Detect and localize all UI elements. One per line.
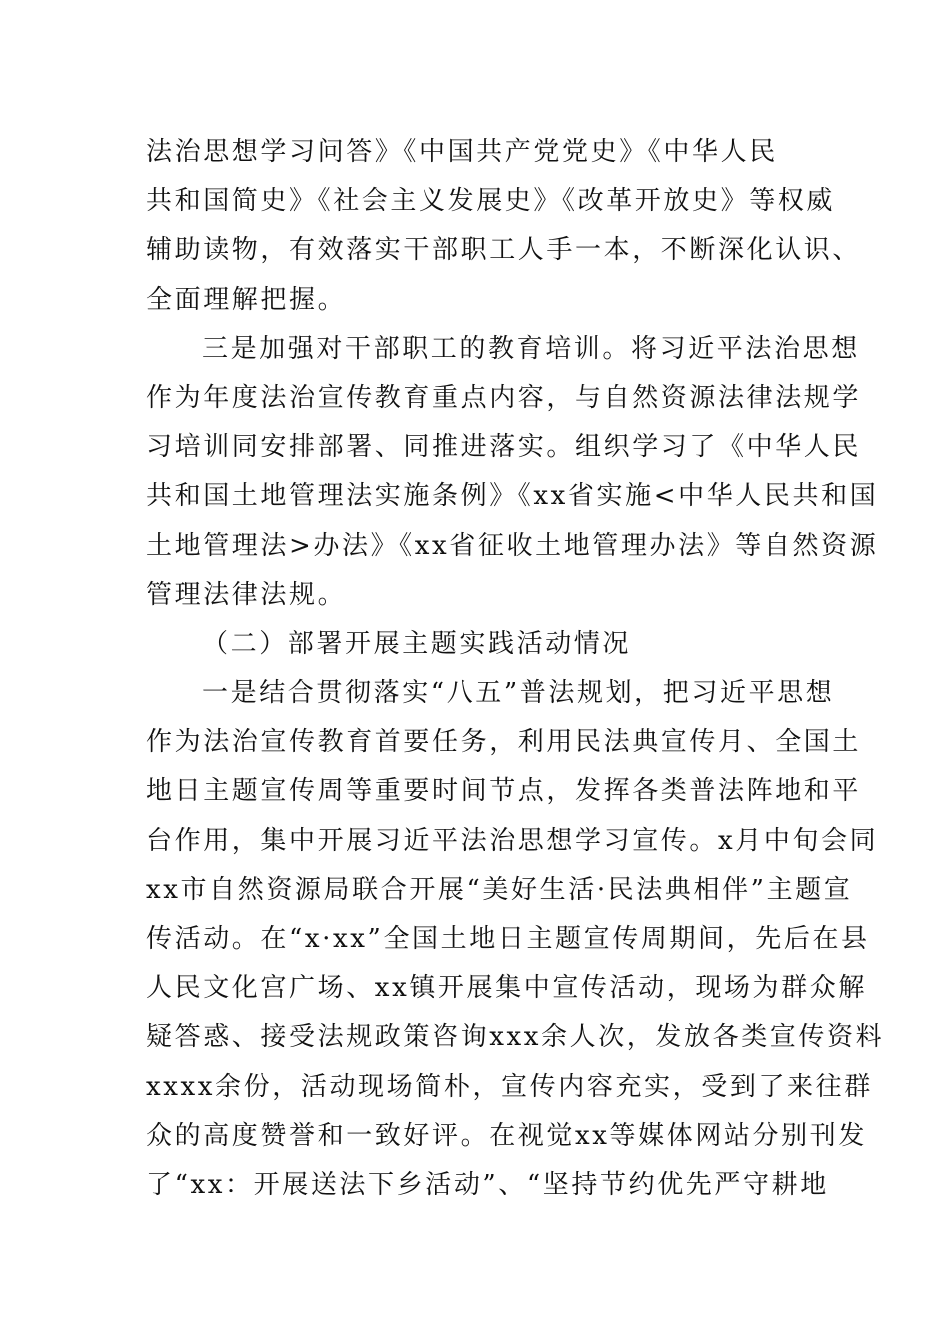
paragraph-start-line: 一是结合贯彻落实“八五”普法规划，把习近平思想 — [202, 678, 835, 709]
text-line: 土地管理法>办法》《xx省征收土地管理办法》等自然资源 — [146, 530, 879, 561]
text-line: 管理法律法规。 — [146, 579, 347, 610]
body-text — [146, 128, 885, 1210]
text-line: 人民文化宫广场、xx镇开展集中宣传活动，现场为群众解 — [146, 973, 867, 1004]
text-line: 法治思想学习问答》《中国共产党党史》《中华人民 — [146, 137, 778, 167]
text-line: xx市自然资源局联合开展“美好生活·民法典相伴”主题宣 — [146, 874, 853, 905]
text-line: 共和国土地管理法实施条例》《xx省实施<中华人民共和国 — [146, 481, 879, 512]
text-line: 作为年度法治宣传教育重点内容，与自然资源法律法规学 — [146, 382, 862, 413]
text-line: 习培训同安排部署、同推进落实。组织学习了《中华人民 — [146, 432, 862, 463]
text-line: 地日主题宣传周等重要时间节点，发挥各类普法阵地和平 — [146, 776, 862, 807]
section-heading: （二）部署开展主题实践活动情况 — [202, 628, 632, 659]
text-line: 作为法治宣传教育首要任务，利用民法典宣传月、全国土 — [146, 727, 862, 758]
text-line: 共和国简史》《社会主义发展史》《改革开放史》等权威 — [146, 186, 836, 217]
text-line: 众的高度赞誉和一致好评。在视觉xx等媒体网站分别刊发 — [146, 1120, 867, 1151]
text-line: 传活动。在“x·xx”全国土地日主题宣传周期间，先后在县 — [146, 924, 870, 954]
text-line: 全面理解把握。 — [146, 284, 347, 315]
text-line: 了“xx：开展送法下乡活动”、“坚持节约优先严守耕地 — [146, 1169, 829, 1200]
text-line: 台作用，集中开展习近平法治思想学习宣传。x月中旬会同 — [146, 825, 879, 856]
text-line: 疑答惑、接受法规政策咨询xxx余人次，发放各类宣传资料 — [146, 1022, 885, 1053]
text-line: 辅助读物，有效落实干部职工人手一本，不断深化认识、 — [146, 235, 862, 266]
text-line: xxxx余份，活动现场简朴，宣传内容充实，受到了来往群 — [146, 1071, 873, 1102]
paragraph-start-line: 三是加强对干部职工的教育培训。将习近平法治思想 — [202, 333, 860, 364]
